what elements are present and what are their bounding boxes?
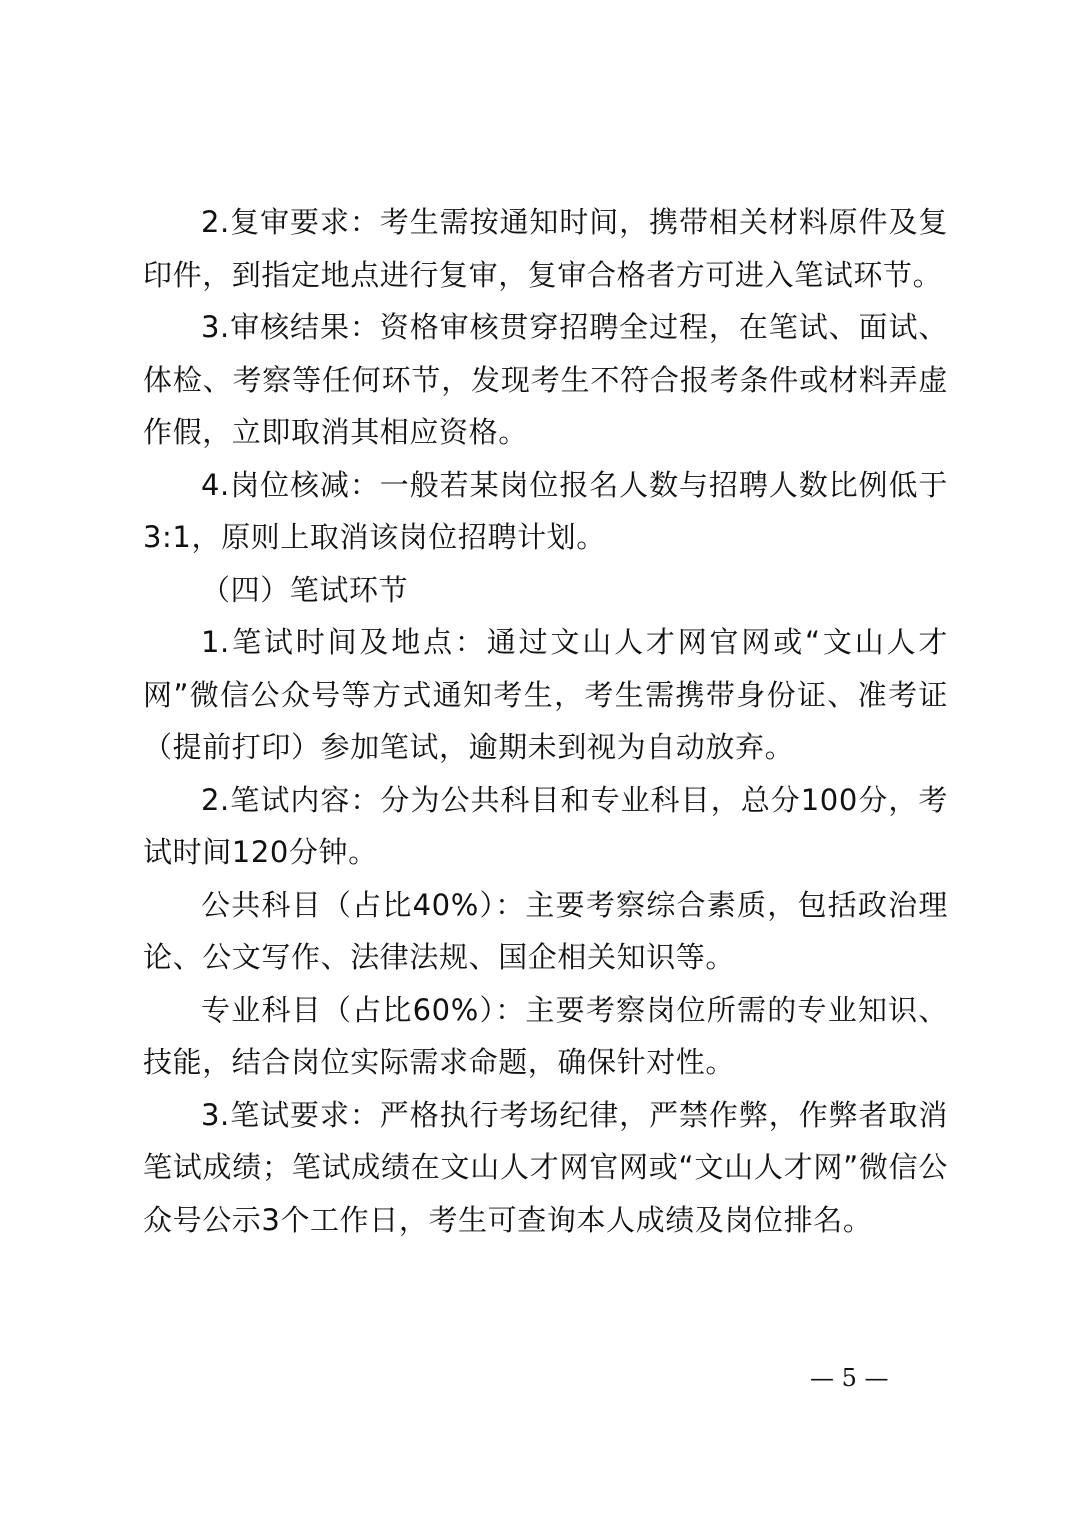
page-number: — 5 — [810,1364,889,1392]
paragraph-review-requirements: 2.复审要求：考生需按通知时间，携带相关材料原件及复印件，到指定地点进行复审，复审合格者方可进入笔试环节。 [143,205,948,292]
paragraph-professional-subject: 专业科目（占比60%）：主要考察岗位所需的专业知识、技能，结合岗位实际需求命题，确保针对性。 [143,992,948,1079]
paragraph-position-reduction: 4.岗位核减：一般若某岗位报名人数与招聘人数比例低于3:1，原则上取消该岗位招聘计划。 [143,467,948,554]
paragraph-exam-requirements: 3.笔试要求：严格执行考场纪律，严禁作弊，作弊者取消笔试成绩；笔试成绩在文山人才网官网或“文山人才网”微信公众号公示3个工作日，考生可查询本人成绩及岗位排名。 [143,1097,948,1237]
paragraph-exam-content: 2.笔试内容：分为公共科目和专业科目，总分100分，考试时间120分钟。 [143,782,948,869]
document-body [143,196,948,1246]
paragraph-exam-time-place: 1.笔试时间及地点：通过文山人才网官网或“文山人才网”微信公众号等方式通知考生，考生需携带身份证、准考证（提前打印）参加笔试，逾期未到视为自动放弃。 [143,625,948,764]
paragraph-review-results: 3.审核结果：资格审核贯穿招聘全过程，在笔试、面试、体检、考察等任何环节，发现考生不符合报考条件或材料弄虚作假，立即取消其相应资格。 [143,310,948,449]
section-heading-written-exam: （四）笔试环节 [201,572,409,607]
paragraph-public-subject: 公共科目（占比40%）：主要考察综合素质，包括政治理论、公文写作、法律法规、国企相关知识等。 [143,887,948,974]
